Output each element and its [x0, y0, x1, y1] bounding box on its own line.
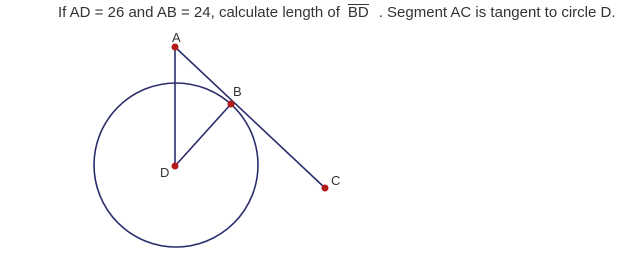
question-part-2: . Segment AC is tangent to circle D.	[378, 4, 616, 21]
point-c	[322, 185, 329, 192]
point-b	[228, 101, 235, 108]
label-d: D	[160, 165, 170, 180]
segment-bd-label: BD	[347, 4, 369, 21]
label-c: C	[331, 173, 341, 188]
segment-db	[175, 104, 231, 166]
question-part-1: If AD = 26 and AB = 24, calculate length of	[58, 4, 340, 21]
label-a: A	[172, 30, 181, 45]
label-b: B	[233, 84, 242, 99]
segment-ac	[175, 47, 325, 188]
point-d	[172, 163, 179, 170]
